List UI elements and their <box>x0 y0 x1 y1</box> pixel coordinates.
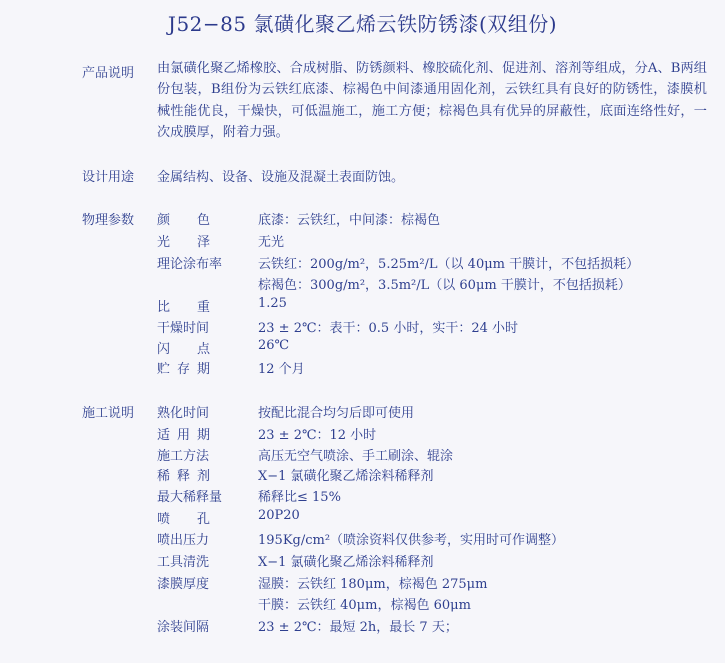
app-value-pressure: 195Kg/cm²（喷涂资料仅供参考，实用时可作调整） <box>258 533 565 548</box>
section-label-physical: 物理参数 <box>82 213 135 228</box>
param-value-gloss: 无光 <box>258 235 285 250</box>
param-value-coverage-brown: 棕褐色：300g/m²，3.5m²/L（以 60μm 干膜计，不包括损耗） <box>258 278 631 293</box>
app-value-method: 高压无空气喷涂、手工刷涂、辊涂 <box>258 449 454 464</box>
app-key-method: 施工方法 <box>157 449 210 464</box>
section-label-usage: 设计用途 <box>82 170 135 185</box>
param-key-dry-time: 干燥时间 <box>157 321 210 336</box>
app-value-cure-time: 按配比混合均匀后即可使用 <box>258 406 415 421</box>
app-value-pot-life: 23 ± 2℃：12 小时 <box>258 428 377 443</box>
param-value-storage: 12 个月 <box>258 362 305 377</box>
app-key-film-thickness: 漆膜厚度 <box>157 577 210 592</box>
param-value-color: 底漆：云铁红，中间漆：棕褐色 <box>258 213 441 228</box>
usage-text: 金属结构、设备、设施及混凝土表面防蚀。 <box>157 170 405 185</box>
app-key-pressure: 喷出压力 <box>157 533 210 548</box>
app-value-nozzle: 20P20 <box>258 508 300 523</box>
page-title: J52−85 氯磺化聚乙烯云铁防锈漆(双组份) <box>167 12 558 36</box>
app-key-thinner: 稀释剂 <box>157 469 210 484</box>
product-description: 由氯磺化聚乙烯橡胶、合成树脂、防锈颜料、橡胶硫化剂、促进剂、溶剂等组成，分A、B两组份包装，B组份为云铁红底漆、棕褐色中间漆通用固化剂，云铁红具有良好的防锈性，漆膜机械性能优良，干燥快，可低温施工，施工方便；棕褐色具有优异的屏蔽性，底面连络性好，一次成膜厚，附着力强。 <box>157 61 707 140</box>
param-value-coverage-red: 云铁红：200g/m²，5.25m²/L（以 40μm 干膜计，不包括损耗） <box>258 257 640 272</box>
param-key-flash-point: 闪点 <box>157 342 210 357</box>
param-key-color: 颜色 <box>157 213 210 228</box>
app-value-wet-film: 湿膜：云铁红 180μm，棕褐色 275μm <box>258 577 488 592</box>
param-value-dry-time: 23 ± 2℃：表干：0.5 小时，实干：24 小时 <box>258 321 518 336</box>
section-label-product: 产品说明 <box>82 66 135 81</box>
app-key-recoat-interval: 涂装间隔 <box>157 620 210 635</box>
app-value-dry-film: 干膜：云铁红 40μm，棕褐色 60μm <box>258 598 471 613</box>
app-key-max-thinning: 最大稀释量 <box>157 490 223 505</box>
app-value-thinner: X−1 氯磺化聚乙烯涂料稀释剂 <box>258 469 434 484</box>
param-value-flash-point: 26℃ <box>258 338 290 353</box>
app-key-tool-cleaning: 工具清洗 <box>157 555 210 570</box>
param-value-gravity: 1.25 <box>258 296 287 311</box>
param-key-gloss: 光泽 <box>157 235 210 250</box>
app-value-tool-cleaning: X−1 氯磺化聚乙烯涂料稀释剂 <box>258 555 434 570</box>
app-value-recoat-interval: 23 ± 2℃：最短 2h，最长 7 天； <box>258 620 458 635</box>
section-label-application: 施工说明 <box>82 406 135 421</box>
param-key-gravity: 比重 <box>157 300 210 315</box>
app-key-cure-time: 熟化时间 <box>157 406 210 421</box>
app-key-nozzle: 喷孔 <box>157 512 210 527</box>
param-key-storage: 贮存期 <box>157 362 210 377</box>
app-value-max-thinning: 稀释比≤ 15% <box>258 490 341 505</box>
app-key-pot-life: 适用期 <box>157 428 210 443</box>
param-key-coverage: 理论涂布率 <box>157 257 223 272</box>
